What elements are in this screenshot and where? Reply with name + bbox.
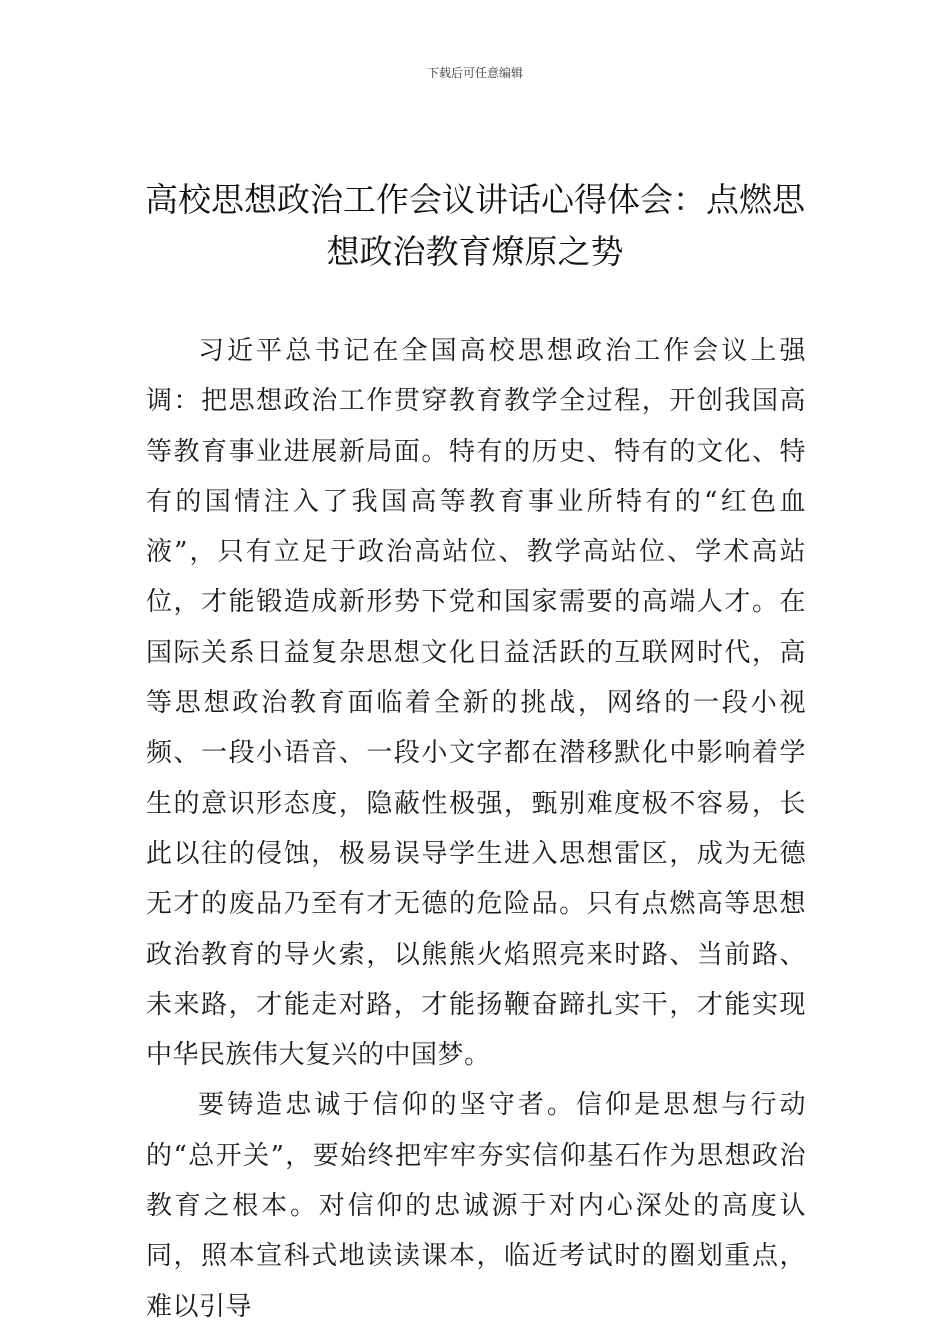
document-body [146, 326, 806, 1332]
paragraph-1: 习近平总书记在全国高校思想政治工作会议上强调：把思想政治工作贯穿教育教学全过程，开创我国高等教育事业进展新局面。特有的历史、特有的文化、特有的国情注入了我国高等教育事业所特有的“红色血液”，只有立足于政治高站位、教学高站位、学术高站位，才能锻造成新形势下党和国家需要的高端人才。在国际关系日益复杂思想文化日益活跃的互联网时代，高等思想政治教育面临着全新的挑战，网络的一段小视频、一段小语音、一段小文字都在潜移默化中影响着学生的意识形态度，隐蔽性极强，甄别难度极不容易，长此以往的侵蚀，极易误导学生进入思想雷区，成为无德无才的废品乃至有才无德的危险品。只有点燃高等思想政治教育的导火索，以熊熊火焰照亮来时路、当前路、未来路，才能走对路，才能扬鞭奋蹄扎实干，才能实现中华民族伟大复兴的中国梦。 [146, 336, 806, 1071]
document-title: 高校思想政治工作会议讲话心得体会：点燃思想政治教育燎原之势 [145, 180, 805, 271]
header-note: 下载后可任意编辑 [426, 66, 523, 80]
paragraph-2: 要铸造忠诚于信仰的坚守者。信仰是思想与行动的“总开关”，要始终把牢牢夯实信仰基石作为思想政治教育之根本。对信仰的忠诚源于对内心深处的高度认同，照本宣科式地读读课本，临近考试时的圈划重点，难以引导 [146, 1090, 806, 1322]
